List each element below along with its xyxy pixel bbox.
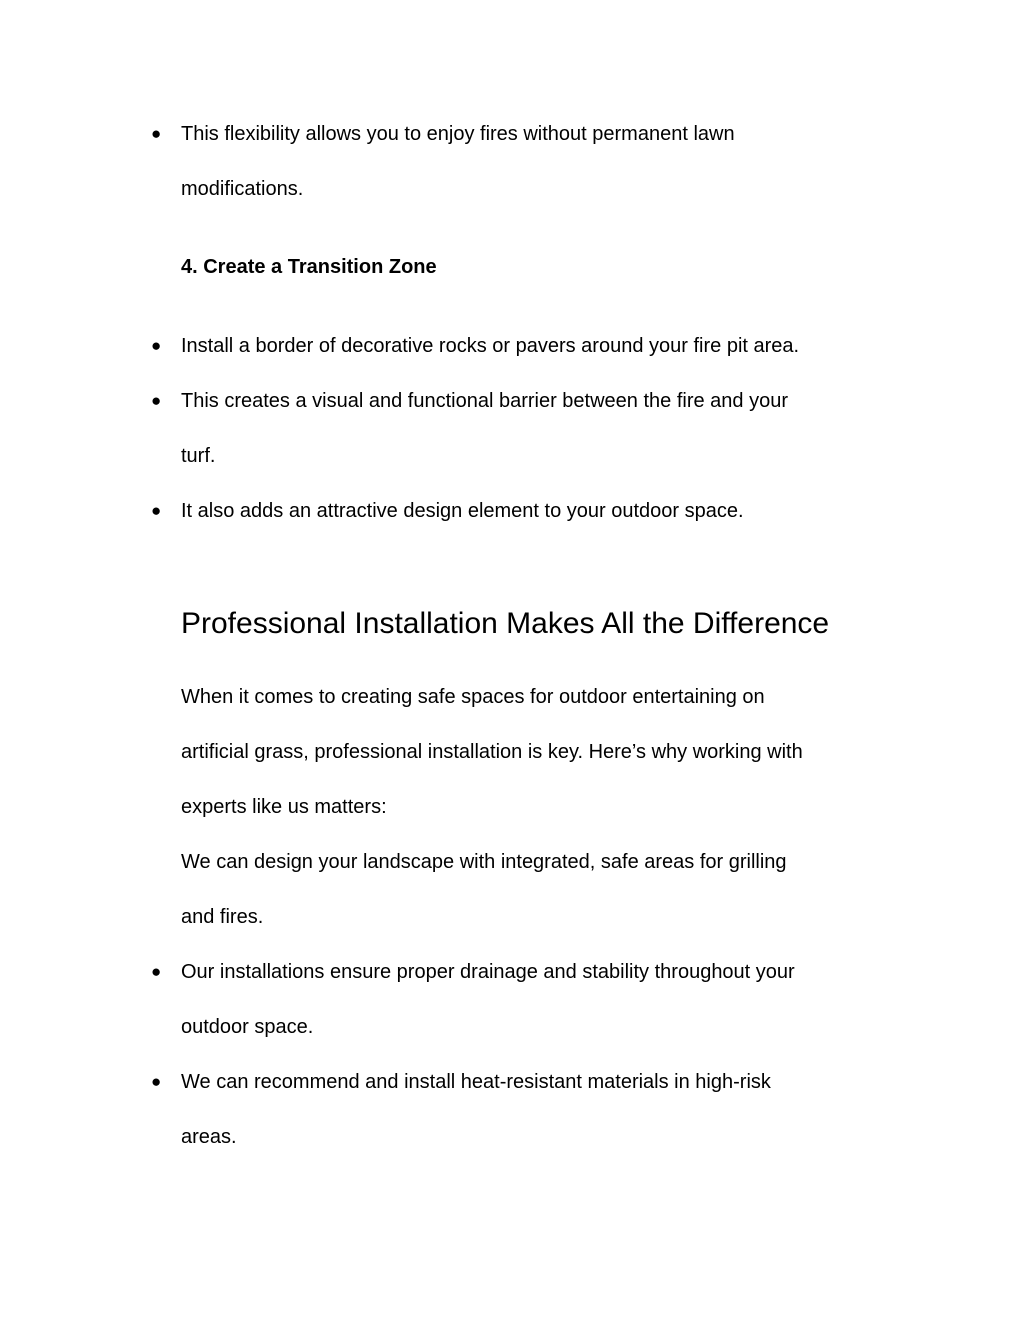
paragraph-text: We can design your landscape with integrated, safe areas for grilling: [181, 851, 787, 873]
bullet-icon: ●: [151, 501, 162, 520]
bullet-icon: ●: [151, 391, 162, 410]
section-title: 4. Create a Transition Zone: [181, 256, 437, 278]
section-heading: Professional Installation Makes All the Difference: [181, 607, 830, 640]
list-item-text: turf.: [181, 445, 216, 467]
paragraph-text: and fires.: [181, 906, 264, 928]
list-item-text: This creates a visual and functional barrier between the fire and your: [181, 390, 789, 412]
bullet-icon: ●: [151, 124, 162, 143]
list-item-text: modifications.: [181, 178, 304, 200]
list-item-text: outdoor space.: [181, 1016, 314, 1038]
list-item-text: We can recommend and install heat-resistant materials in high-risk: [181, 1071, 771, 1093]
bullet-icon: ●: [151, 1072, 162, 1091]
paragraph-text: When it comes to creating safe spaces for outdoor entertaining on: [181, 686, 765, 708]
list-item-text: This flexibility allows you to enjoy fires without permanent lawn: [181, 123, 735, 145]
list-item-text: It also adds an attractive design element to your outdoor space.: [181, 500, 744, 522]
bullet-icon: ●: [151, 336, 162, 355]
list-item-text: Install a border of decorative rocks or pavers around your fire pit area.: [181, 335, 800, 357]
list-item-text: areas.: [181, 1126, 237, 1148]
paragraph-text: experts like us matters:: [181, 796, 387, 818]
bullet-icon: ●: [151, 962, 162, 981]
list-item-text: Our installations ensure proper drainage and stability throughout your: [181, 961, 795, 983]
paragraph-text: artificial grass, professional installation is key. Here’s why working with: [181, 741, 803, 763]
